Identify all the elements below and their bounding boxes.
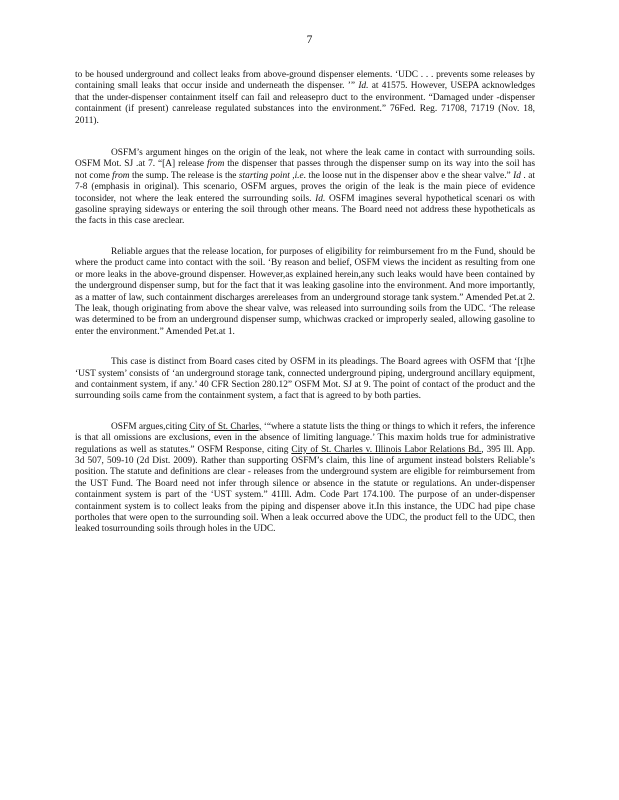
- paragraph-2: [75, 148, 535, 228]
- paragraph-3: [75, 247, 535, 338]
- emphasis-text: starting point ,i.e.: [238, 170, 307, 181]
- document-body: [75, 70, 535, 536]
- emphasis-text: Id.: [315, 193, 326, 204]
- paragraph-text: OSFM imagines several hypothetical scenari os with gasoline spraying sideways or entering the soil through other means. The Board need not address these hypotheticals as the facts in this case areclear.: [75, 193, 535, 227]
- emphasis-text: from: [112, 170, 130, 181]
- paragraph-text: , 395 Ill. App. 3d 507, 509-10 (2d Dist. 2009). Rather than supporting OSFM’s claim, this line of argument instead bolsters Reliable’s position. The statute and definitions are clear - releases from the underground system are eligible for reimbursement from the UST Fund. The Board need not infer through silence or absence in the statute or regulations. An under-dispenser containment system is part of the ‘UST system.” 41Ill. Adm. Code Part 174.100. The purpose of an under-dispenser containment system is to collect leaks from the piping and dispenser above it.In this instance, the UDC had pipe chase portholes that were open to the surrounding soil. When a leak occurred above the UDC, the product fell to the UDC, then leaked tosurrounding soils through holes in the UDC.: [75, 444, 536, 535]
- paragraph-text: This case is distinct from Board cases cited by OSFM in its pleadings. The Board agrees with OSFM that ‘[t]he ‘UST system’ consists of ‘an underground storage tank, connected underground piping, underground ancillary equipment, and containment system, if any.’ 40 CFR Section 280.12” OSFM Mot. SJ at 9. The point of contact of the product and the surrounding soils came from the containment system, a fact that is agreed to by both parties.: [75, 357, 535, 402]
- paragraph-text: ‘“where a statute lists the thing or things to which it refers, the inference is that all omissions are exclusions, even in the absence of limiting language.’ This maxim holds true for administrative regulations as well as statutes.” OSFM Response, citing: [75, 421, 535, 455]
- paragraph-text: . at 7-8 (emphasis in original). This scenario, OSFM argues, proves the origin of the leak is the main piece of evidence toconsider, not where the leak entered the surrounding soils.: [75, 170, 535, 204]
- paragraph-text: OSFM argues,citing: [111, 421, 190, 432]
- paragraph-text: to be housed underground and collect leaks from above-ground dispenser elements. ‘UDC . . . prevents some releases by containing small leaks that occur inside and underneath the dispenser. ’”: [75, 70, 535, 92]
- case-citation: City of St. Charles v. Illinois Labor Relations Bd.: [291, 444, 482, 455]
- paragraph-1: [75, 70, 535, 127]
- case-citation: City of St. Charles,: [189, 421, 262, 432]
- paragraph-text: OSFM’s argument hinges on the origin of the leak, not where the leak came in contact with surrounding soils. OSFM Mot. SJ .at 7. “[A] release: [75, 148, 535, 170]
- paragraph-5: [75, 422, 535, 536]
- paragraph-4: [75, 357, 535, 403]
- paragraph-text: the loose nut in the dispenser abov e the shear valve.”: [306, 170, 514, 181]
- emphasis-text: from: [207, 159, 225, 170]
- emphasis-text: Id: [513, 170, 521, 181]
- emphasis-text: Id.: [358, 81, 369, 92]
- page-number: 7: [306, 34, 313, 46]
- paragraph-text: the dispenser that passes through the dispenser sump on its way into the soil has not come: [75, 159, 535, 181]
- paragraph-text: at 41575. However, USEPA acknowledges that the under-dispenser containment itself can fail and releasepro duct to the environment. “Damaged under -dispenser containment (if present) canrelease regulated substances into the environment.” 76Fed. Reg. 71708, 71719 (Nov. 18, 2011).: [75, 81, 536, 126]
- paragraph-text: Reliable argues that the release location, for purposes of eligibility for reimbursement fro m the Fund, should be where the product came into contact with the soil. ‘By reason and belief, OSFM views the incident as resulting from one or more leaks in the above-ground dispenser. However,as explained herein,any such leaks would have been contained by the underground dispenser sump, but for the fact that it was leaking gasoline into the environment. And more importantly, as a matter of law, such containment discharges arereleases from an underground storage tank system.” Amended Pet.at 2. The leak, though originating from above the shear valve, was released into surrounding soils from the UDC. ‘The release was determined to be from an underground dispenser sump, whichwas cracked or improperly sealed, allowing gasoline to enter the environment.” Amended Pet.at 1.: [75, 246, 535, 337]
- paragraph-text: the sump. The release is the: [129, 170, 239, 181]
